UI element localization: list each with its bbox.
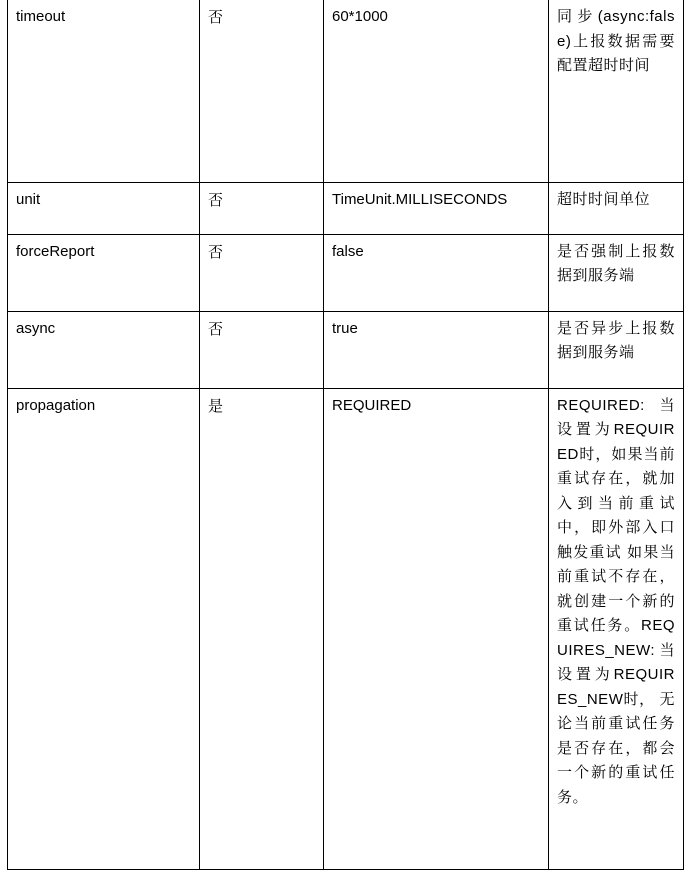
param-default-cell: false <box>324 234 549 311</box>
param-required-cell: 否 <box>200 311 324 388</box>
param-description-cell: 是否异步上报数据到服务端 <box>549 311 684 388</box>
param-description-cell: 超时时间单位 <box>549 182 684 234</box>
param-name-cell: propagation <box>8 388 200 869</box>
table-row-timeout <box>8 0 684 182</box>
param-description-cell: 同步(async:false)上报数据需要配置超时时间 <box>549 0 684 182</box>
table-row-async <box>8 311 684 388</box>
table-row-forcereport <box>8 234 684 311</box>
param-required-cell: 否 <box>200 182 324 234</box>
parameter-table <box>7 0 684 870</box>
param-name-cell: unit <box>8 182 200 234</box>
param-name-cell: timeout <box>8 0 200 182</box>
param-description-cell: 是否强制上报数据到服务端 <box>549 234 684 311</box>
param-default-cell: 60*1000 <box>324 0 549 182</box>
table-row-propagation <box>8 388 684 869</box>
param-name-cell: async <box>8 311 200 388</box>
param-default-cell: REQUIRED <box>324 388 549 869</box>
param-default-cell: TimeUnit.MILLISECONDS <box>324 182 549 234</box>
param-required-cell: 是 <box>200 388 324 869</box>
table-row-unit <box>8 182 684 234</box>
param-description-cell: REQUIRED: 当设置为REQUIRED时，如果当前重试存在，就加入到当前重试中，即外部入口触发重试 如果当前重试不存在，就创建一个新的重试任务。REQUIRES_NEW:当设置为REQUIRES_NEW时， 无论当前重试任务是否存在，都会一个新的重试任务。 <box>549 388 684 869</box>
param-name-cell: forceReport <box>8 234 200 311</box>
param-required-cell: 否 <box>200 234 324 311</box>
param-required-cell: 否 <box>200 0 324 182</box>
param-default-cell: true <box>324 311 549 388</box>
